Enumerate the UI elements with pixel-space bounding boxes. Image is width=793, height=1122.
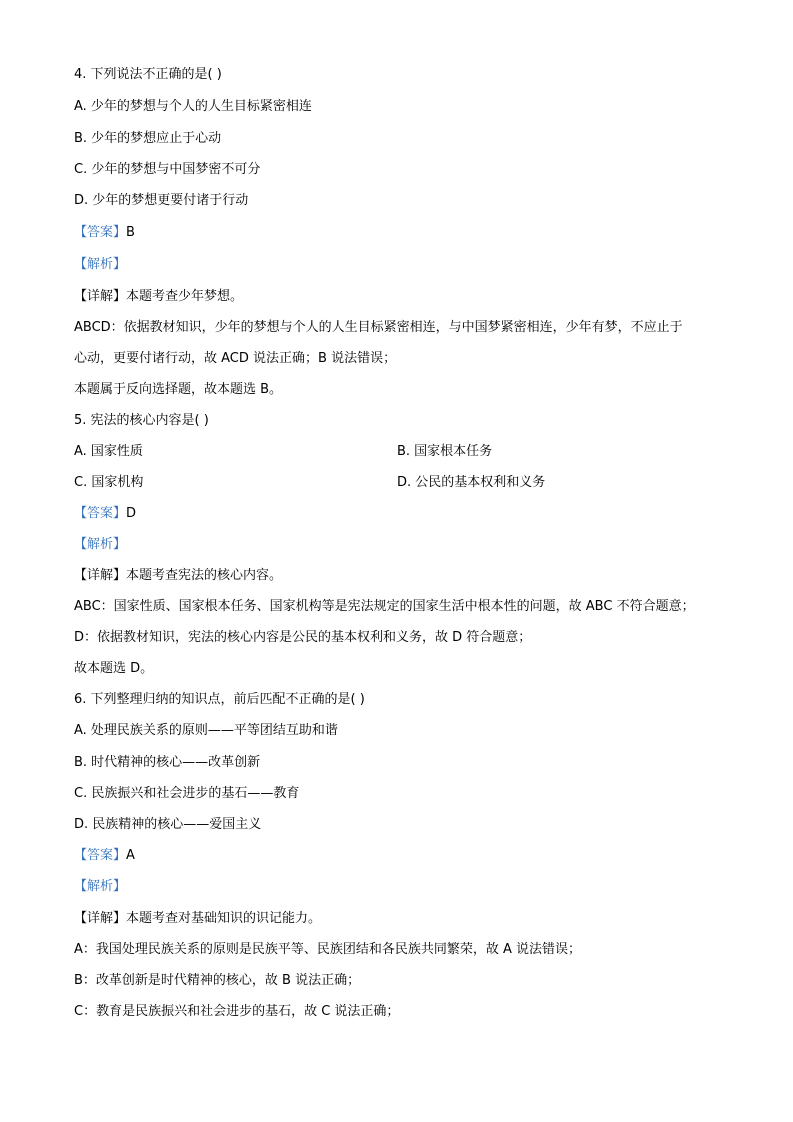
question-5-option-a: A. 国家性质 — [74, 444, 143, 459]
question-6-option-a: A. 处理民族关系的原则——平等团结互助和谐 — [74, 723, 338, 738]
question-6-answer — [74, 847, 135, 865]
question-6-option-d: D. 民族精神的核心——爱国主义 — [74, 817, 262, 832]
question-4-explanation-2: 心动，更要付诸行动，故 ACD 说法正确；B 说法错误； — [74, 351, 397, 366]
answer-value: D — [126, 506, 137, 521]
question-4-analysis-tag: 【解析】 — [74, 257, 127, 272]
detail-tag: 【详解】 — [74, 568, 127, 583]
question-6-explanation-3: C：教育是民族振兴和社会进步的基石，故 C 说法正确； — [74, 1004, 400, 1019]
question-6-option-b: B. 时代精神的核心——改革创新 — [74, 755, 261, 770]
question-4-option-d: D. 少年的梦想更要付诸于行动 — [74, 193, 249, 208]
question-6-analysis-tag: 【解析】 — [74, 879, 127, 894]
detail-text: 本题考查宪法的核心内容。 — [126, 568, 283, 583]
question-4-option-a: A. 少年的梦想与个人的人生目标紧密相连 — [74, 99, 312, 114]
question-5-explanation-3: 故本题选 D。 — [74, 661, 154, 676]
question-5-analysis-tag: 【解析】 — [74, 537, 127, 552]
question-4-option-b: B. 少年的梦想应止于心动 — [74, 131, 222, 146]
question-4-answer — [74, 224, 135, 242]
question-5-detail — [74, 567, 282, 585]
question-4-option-c: C. 少年的梦想与中国梦密不可分 — [74, 162, 261, 177]
detail-tag: 【详解】 — [74, 911, 127, 926]
detail-tag: 【详解】 — [74, 289, 127, 304]
question-4-explanation-3: 本题属于反向选择题，故本题选 B。 — [74, 382, 283, 397]
question-4-detail — [74, 288, 243, 306]
question-6-explanation-1: A：我国处理民族关系的原则是民族平等、民族团结和各民族共同繁荣，故 A 说法错误； — [74, 942, 582, 957]
question-5-option-b: B. 国家根本任务 — [397, 444, 493, 459]
question-4-explanation-1: ABCD：依据教材知识，少年的梦想与个人的人生目标紧密相连，与中国梦紧密相连，少年有梦，不应止于 — [74, 320, 683, 335]
question-6-stem: 6. 下列整理归纳的知识点，前后匹配不正确的是( ) — [74, 692, 365, 707]
question-5-answer — [74, 505, 136, 523]
question-5-explanation-2: D：依据教材知识，宪法的核心内容是公民的基本权利和义务，故 D 符合题意； — [74, 630, 532, 645]
question-5-option-c: C. 国家机构 — [74, 475, 144, 490]
question-5-explanation-1: ABC：国家性质、国家根本任务、国家机构等是宪法规定的国家生活中根本性的问题，故 ABC 不符合题意； — [74, 599, 695, 614]
question-5-stem: 5. 宪法的核心内容是( ) — [74, 413, 209, 428]
question-6-option-c: C. 民族振兴和社会进步的基石——教育 — [74, 786, 300, 801]
detail-text: 本题考查对基础知识的识记能力。 — [126, 911, 322, 926]
answer-tag: 【答案】 — [74, 506, 127, 521]
answer-value: A — [126, 848, 135, 863]
question-5-option-d: D. 公民的基本权利和义务 — [397, 475, 546, 490]
question-6-explanation-2: B：改革创新是时代精神的核心，故 B 说法正确； — [74, 973, 361, 988]
question-6-detail — [74, 910, 321, 928]
answer-tag: 【答案】 — [74, 225, 127, 240]
question-4-stem: 4. 下列说法不正确的是( ) — [74, 67, 222, 82]
answer-tag: 【答案】 — [74, 848, 127, 863]
answer-value: B — [126, 225, 135, 240]
detail-text: 本题考查少年梦想。 — [126, 289, 244, 304]
